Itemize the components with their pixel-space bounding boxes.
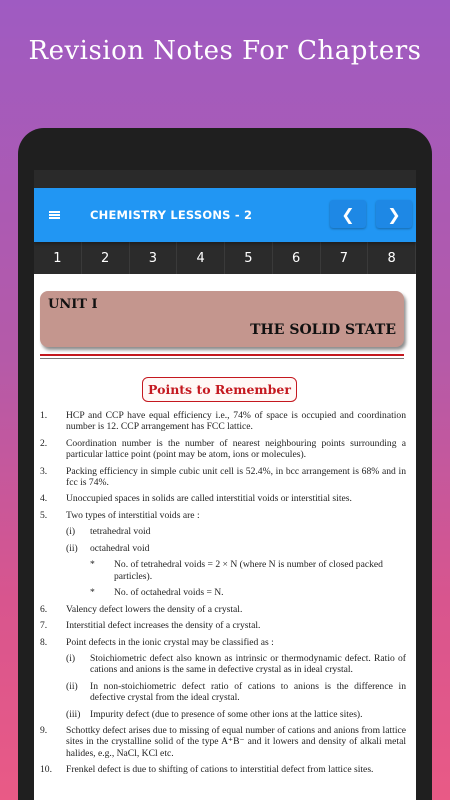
note-subitem: [66, 709, 406, 720]
note-number: 4.: [40, 493, 48, 505]
chapter-tab-7[interactable]: 7: [321, 242, 369, 274]
lesson-content[interactable]: [34, 274, 416, 800]
note-text: Frenkel defect is due to shifting of cations to interstitial defect from lattice sites.: [66, 764, 374, 776]
note-number: (ii): [66, 680, 78, 692]
note-bullet: [90, 587, 406, 598]
note-text: No. of tetrahedral voids = 2 × N (where N is number of closed packed particles).: [114, 559, 383, 582]
note-text: HCP and CCP have equal efficiency i.e., 74% of space is occupied and coordination number is 12. CCP arrangement has FCC lattice.: [66, 410, 406, 433]
note-text: Stoichiometric defect also known as intrinsic or thermodynamic defect. Ratio of cations and anions is the same in defective crystal as in ideal crystal.: [90, 653, 406, 676]
note-number: 8.: [40, 636, 48, 648]
chapter-tabs: [34, 242, 416, 274]
chapter-tab-6[interactable]: 6: [273, 242, 321, 274]
bullet-mark: *: [90, 587, 95, 599]
unit-title: THE SOLID STATE: [250, 322, 396, 338]
chapter-tab-3[interactable]: 3: [130, 242, 178, 274]
note-item: [40, 764, 406, 775]
note-text: Point defects in the ionic crystal may be classified as :: [66, 636, 274, 648]
note-number: 5.: [40, 509, 48, 521]
note-number: 9.: [40, 725, 48, 737]
note-number: 2.: [40, 437, 48, 449]
note-text: Unoccupied spaces in solids are called interstitial voids or interstitial sites.: [66, 493, 352, 505]
status-bar: [34, 170, 416, 188]
app-bar: [34, 188, 416, 242]
menu-icon[interactable]: [34, 188, 74, 242]
note-subitem: [66, 681, 406, 704]
note-subitem: [66, 543, 406, 554]
note-subitem: [66, 526, 406, 537]
note-number: 10.: [40, 764, 52, 776]
note-item: [40, 725, 406, 759]
note-item: [40, 466, 406, 489]
app-screen: [34, 170, 416, 800]
unit-header: [40, 291, 404, 347]
chapter-tab-4[interactable]: 4: [177, 242, 225, 274]
points-to-remember-box: [142, 377, 297, 402]
note-text: No. of octahedral voids = N.: [114, 587, 224, 599]
app-title: CHEMISTRY LESSONS - 2: [90, 208, 253, 222]
note-number: 7.: [40, 620, 48, 632]
divider-red: [40, 354, 404, 356]
promo-title: Revision Notes For Chapters: [28, 36, 422, 66]
note-subitem: [66, 653, 406, 676]
note-item: [40, 653, 406, 720]
chapter-tab-2[interactable]: 2: [82, 242, 130, 274]
chapter-tab-8[interactable]: 8: [368, 242, 416, 274]
note-item: [40, 438, 406, 461]
note-text: Interstitial defect increases the density of a crystal.: [66, 620, 261, 632]
note-number: 6.: [40, 603, 48, 615]
note-text: Schottky defect arises due to missing of equal number of cations and anions from lattice sites in the crystalline solid of the type A⁺B⁻ and it lowers and density of alkali metal halides, e.g., NaCl, KCl etc.: [66, 725, 406, 759]
notes-list: [40, 410, 406, 781]
note-text: tetrahedral void: [90, 526, 151, 538]
bullet-mark: *: [90, 559, 95, 571]
previous-chapter-button[interactable]: ❮: [330, 200, 366, 228]
note-bullet: [90, 559, 406, 582]
note-item: [40, 510, 406, 521]
note-number: 3.: [40, 465, 48, 477]
note-number: (i): [66, 653, 76, 664]
note-item: [40, 637, 406, 648]
note-text: Two types of interstitial voids are :: [66, 509, 200, 521]
points-title: Points to Remember: [148, 382, 291, 397]
note-item: [40, 620, 406, 631]
note-text: Coordination number is the number of nearest neighbouring points surrounding a particular lattice point (point may be atom, ions or molecules).: [66, 437, 406, 461]
chapter-tab-5[interactable]: 5: [225, 242, 273, 274]
note-item: [40, 410, 406, 433]
unit-label: UNIT I: [48, 297, 98, 312]
note-number: (iii): [66, 708, 81, 720]
note-item: [40, 604, 406, 615]
note-text: octahedral void: [90, 542, 150, 554]
note-text: Impurity defect (due to presence of some other ions at the lattice sites).: [90, 708, 363, 720]
note-number: (ii): [66, 542, 78, 554]
note-text: In non-stoichiometric defect ratio of cations to anions is the difference in defective crystal from the ideal crystal.: [90, 680, 406, 704]
note-text: Valency defect lowers the density of a crystal.: [66, 603, 243, 615]
note-number: 1.: [40, 410, 48, 421]
divider-grey: [40, 358, 404, 359]
note-number: (i): [66, 526, 76, 538]
note-item: [40, 493, 406, 504]
chapter-tab-1[interactable]: 1: [34, 242, 82, 274]
next-chapter-button[interactable]: ❯: [376, 200, 412, 228]
note-item: [40, 526, 406, 554]
note-text: Packing efficiency in simple cubic unit cell is 52.4%, in bcc arrangement is 68% and in fcc is 74%.: [66, 465, 406, 488]
